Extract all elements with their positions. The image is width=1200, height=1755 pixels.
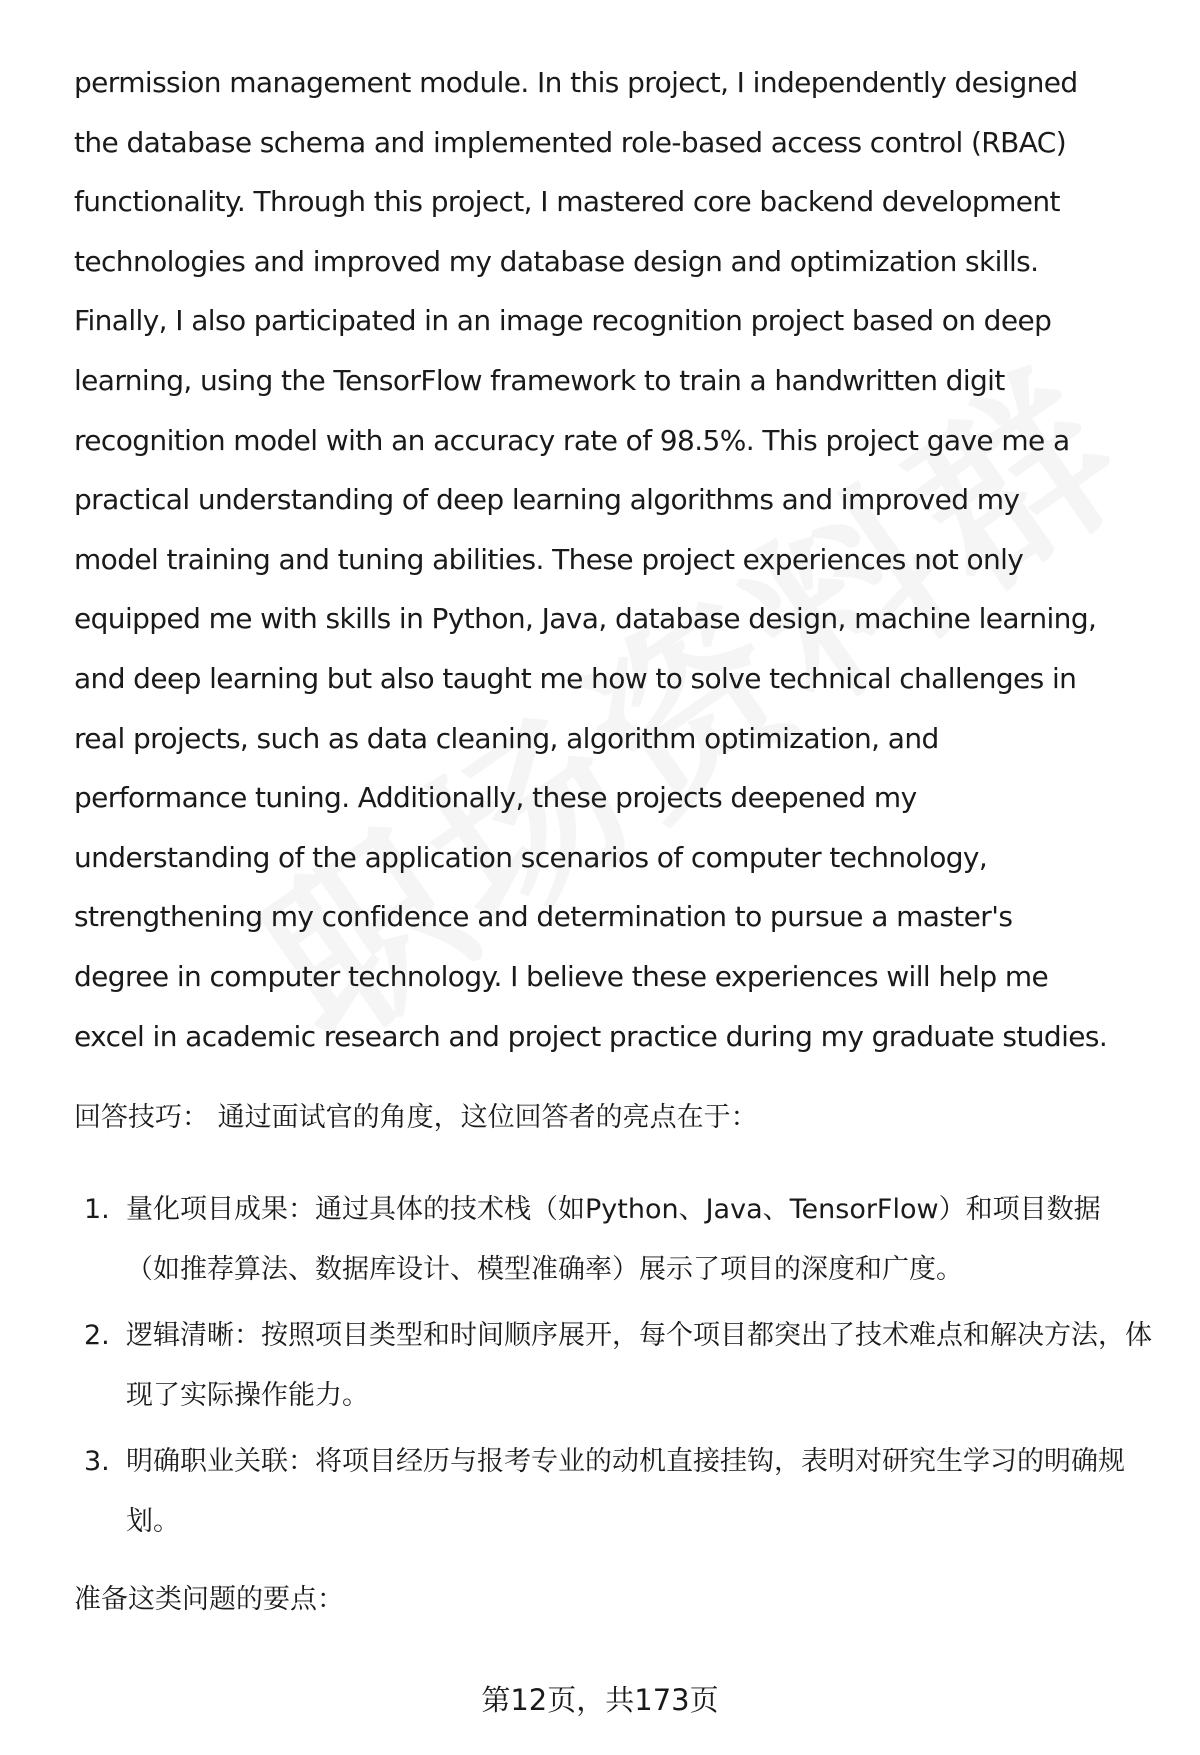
tips-heading: 回答技巧： 通过面试官的角度，这位回答者的亮点在于： <box>74 1102 758 1133</box>
paragraph-line: recognition model with an accuracy rate of 98.5%. This project gave me a <box>74 423 1070 457</box>
paragraph-line: permission management module. In this project, I independently designed <box>74 66 1078 99</box>
paragraph-line: technologies and improved my database design and optimization skills. <box>74 244 1039 278</box>
list-item <box>74 1180 1154 1300</box>
page-number-footer: 第12页，共173页 <box>481 1683 719 1717</box>
paragraph-line: Finally, I also participated in an image recognition project based on deep <box>74 304 1052 338</box>
list-item-text: 逻辑清晰：按照项目类型和时间顺序展开，每个项目都突出了技术难点和解决方法，体现了实际操作能力。 <box>126 1320 1152 1411</box>
paragraph-line: model training and tuning abilities. These project experiences not only <box>74 542 1024 576</box>
list-number: 1. <box>84 1194 110 1225</box>
paragraph-line: performance tuning. Additionally, these projects deepened my <box>74 781 917 815</box>
list-item <box>74 1432 1154 1552</box>
answer-paragraph <box>74 53 1174 1066</box>
list-item-text: 量化项目成果：通过具体的技术栈（如Python、Java、TensorFlow）和项目数据（如推荐算法、数据库设计、模型准确率）展示了项目的深度和广度。 <box>126 1194 1101 1285</box>
tips-list <box>74 1180 1154 1558</box>
paragraph-line: real projects, such as data cleaning, algorithm optimization, and <box>74 721 939 755</box>
paragraph-line: functionality. Through this project, I mastered core backend development <box>74 185 1060 219</box>
paragraph-line: understanding of the application scenarios of computer technology, <box>74 840 988 874</box>
paragraph-line: excel in academic research and project practice during my graduate studies. <box>74 1019 1108 1053</box>
paragraph-line: degree in computer technology. I believe these experiences will help me <box>74 959 1049 993</box>
list-number: 2. <box>84 1320 110 1351</box>
paragraph-line: the database schema and implemented role-based access control (RBAC) <box>74 125 1067 159</box>
paragraph-line: learning, using the TensorFlow framework to train a handwritten digit <box>74 363 1005 397</box>
paragraph-line: strengthening my confidence and determination to pursue a master's <box>74 900 1013 934</box>
paragraph-line: equipped me with skills in Python, Java, database design, machine learning, <box>74 602 1097 636</box>
list-item-text: 明确职业关联：将项目经历与报考专业的动机直接挂钩，表明对研究生学习的明确规划。 <box>126 1446 1125 1537</box>
paragraph-line: and deep learning but also taught me how to solve technical challenges in <box>74 661 1077 695</box>
paragraph-line: practical understanding of deep learning algorithms and improved my <box>74 483 1020 517</box>
list-item <box>74 1306 1154 1426</box>
prep-heading: 准备这类问题的要点： <box>74 1584 344 1615</box>
list-number: 3. <box>84 1446 110 1477</box>
